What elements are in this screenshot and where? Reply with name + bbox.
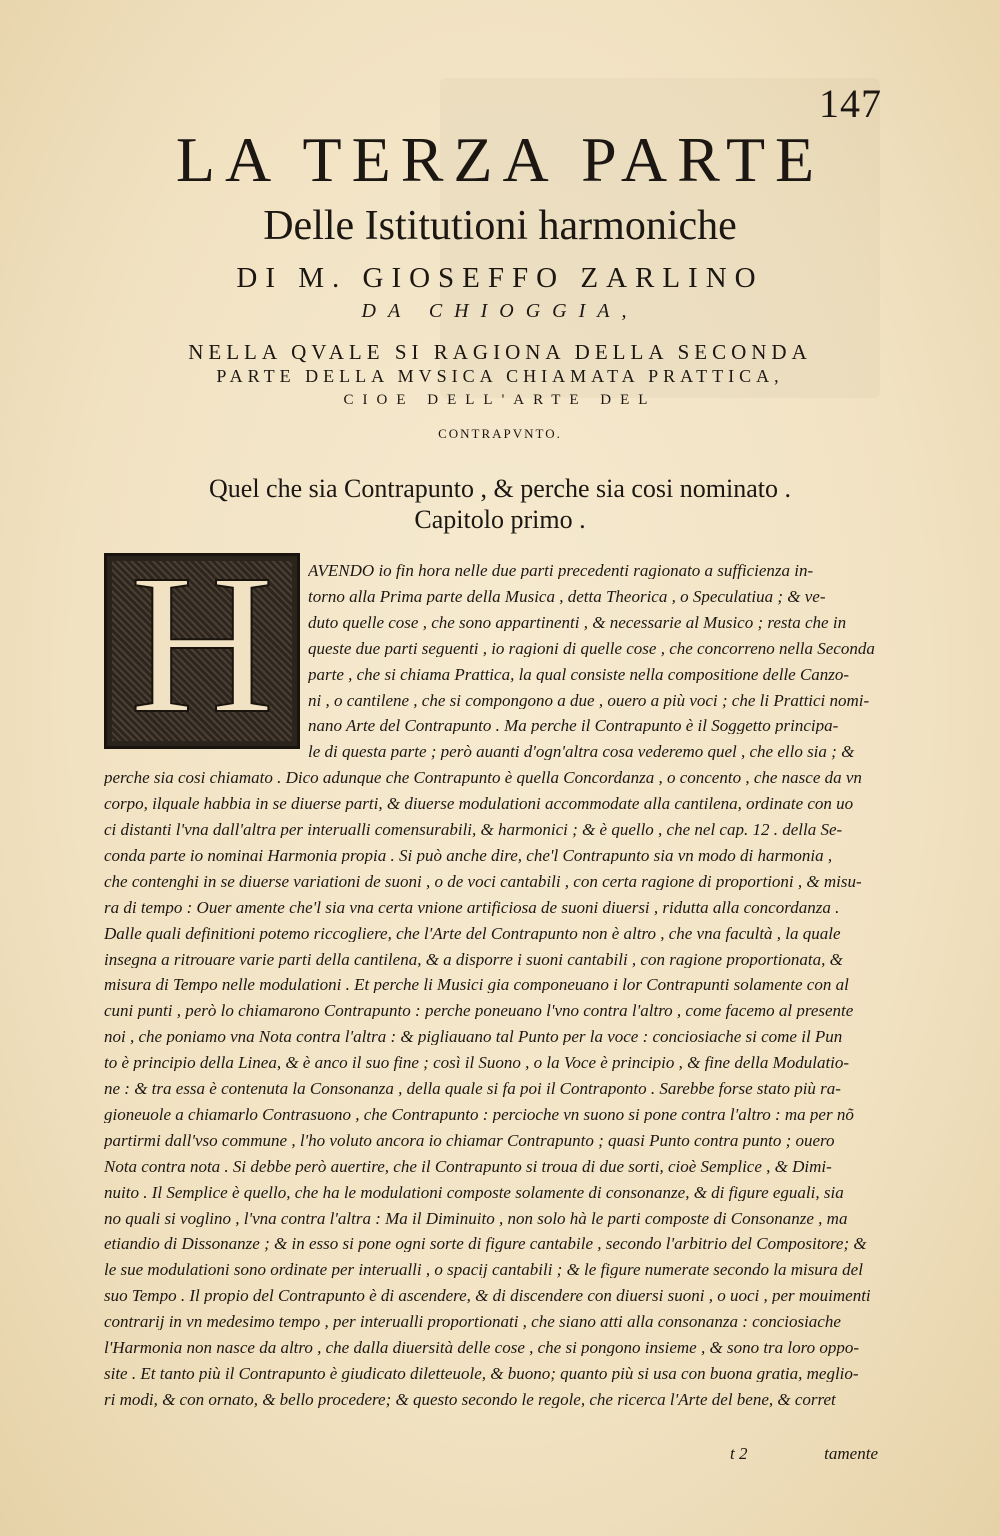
signature-mark: t 2 [730,1444,748,1463]
body-line: misura di Tempo nelle modulationi . Et perche li Musici gia componeuano i lor Contrapunti solamente con al [104,976,849,994]
body-line: parte , che si chiama Prattica, la qual consiste nella compositione delle Canzo- [308,665,850,683]
heading-line-3: CIOE DELL'ARTE DEL [343,392,657,408]
body-line: perche sia cosi chiamato . Dico adunque che Contrapunto è quella Concordanza , o concento , che nasce da vn [104,769,862,787]
body-line: nuito . Il Semplice è quello, che ha le modulationi composte solamente di consonanze, & di figure eguali, sia [104,1183,844,1201]
body-line: nano Arte del Contrapunto . Ma perche il Contrapunto è il Soggetto principa- [308,717,839,735]
body-line: ni , o cantilene , che si compongono a due , ouero a più voci ; che li Prattici nomi- [308,691,870,709]
body-line: cuni punti , però lo chiamarono Contrapunto : perche poneuano l'vno contra l'altro , come facemo al presente [104,1002,854,1020]
body-line: Dalle quali definitioni potemo riccogliere, che l'Arte del Contrapunto non è altro , che vna facultà , la quale [104,924,841,942]
work-subtitle: Delle Istitutioni harmoniche [263,203,737,249]
body-line: ci distanti l'vna dall'altra per interualli comensurabili, & harmonici ; & è quello , che nel cap. 12 . della Se- [104,821,843,838]
body-line: conda parte io nominai Harmonia propia . Si può anche dire, che'l Contrapunto sia vn modo di harmonia , [104,846,833,864]
catchword: tamente [824,1444,878,1463]
heading-line-4: CONTRAPVNTO. [438,426,562,441]
body-line: gioneuole a chiamarlo Contrasuono , che Contrapunto : percioche vn suono si pone contra l'altro : ma per nõ [104,1105,854,1123]
body-line: duto quelle cose , che sono appartinenti , & necessarie al Musico ; resta che in [308,613,847,631]
body-line: to è principio della Linea, & è anco il suo fine ; così il Suono , o la Voce è principio , & fine della Modulatio- [104,1054,850,1072]
heading-line-2: PARTE DELLA MVSICA CHIAMATA PRATTICA, [216,366,784,386]
body-line: suo Tempo . Il propio del Contrapunto è di ascendere, & di discendere con diuersi suoni , o uoci , per mouimenti [104,1287,871,1305]
part-title: LA TERZA PARTE [175,124,825,195]
body-line: contrarij in vn medesimo tempo , per interualli proportionati , che siano atti alla consonanza : conciosiache [104,1313,841,1331]
heading-line-1: NELLA QVALE SI RAGIONA DELLA SECONDA [188,340,812,364]
body-line: no quali si voglino , l'vna contra l'altra : Ma il Diminuito , non solo hà le parti composte di Consonanze , ma [104,1209,848,1227]
body-line: queste due parti seguenti , io ragioni di quelle cose , che concorreno nella Seconda [308,639,875,657]
body-line: noi , che poniamo vna Nota contra l'altra : & pigliauano tal Punto per la voce : conciosiache si come il Pun [104,1028,843,1046]
chapter-number: Capitolo primo . [414,505,586,534]
body-line: ri modi, & con ornato, & bello procedere; & questo secondo le regole, che ricerca l'Arte del bene, & corret [104,1390,836,1408]
body-line: le di questa parte ; però auanti d'ogn'altra cosa vederemo quel , che ello sia ; & [308,743,855,761]
body-line: ne : & tra essa è contenuta la Consonanza , della quale si fa poi il Contraponto . Sarebbe forse stato più ra- [104,1080,841,1097]
body-line: che contenghi in se diuerse variationi de suoni , o de voci cantabili , con certa ragione di proportioni , & misu- [104,872,862,890]
decorated-initial [104,534,300,755]
body-line: AVENDO io fin hora nelle due parti precedenti ragionato a sufficienza in- [308,562,814,579]
page-number: 147 [819,81,882,126]
body-line: corpo, ilquale habbia in se diuerse parti, & diuerse modulationi accommodate alla cantilena, ordinate con uo [104,795,854,813]
body-line: insegna a ritrouare varie parti della cantilena, & a disporre i suoni cantabili , con ragione proportionata, & [104,950,843,968]
body-line: l'Harmonia non nasce da altro , che dalla diuersità delle cose , che si pongono insieme , & sono tra loro oppo- [104,1339,860,1356]
body-line: Nota contra nota . Si debbe però auertire, che il Contrapunto si troua di due sorti, cioè Semplice , & Dimi- [104,1157,832,1175]
body-line: le sue modulationi sono ordinate per interualli , o spacij cantabili ; & le figure numerate secondo la misura del [104,1261,863,1279]
body-line: site . Et tanto più il Contrapunto è giudicato diletteuole, & buono; quanto più si usa con buona gratia, meglio- [104,1364,859,1382]
body-line: torno alla Prima parte della Musica , detta Theorica , o Speculatiua ; & ve- [308,587,826,605]
body-line: ra di tempo : Ouer amente che'l sia vna certa vnione artificiosa de suoni diuersi , ridutta alla concordanza . [104,898,840,916]
author-line: DI M. GIOSEFFO ZARLINO [236,262,764,294]
chapter-title: Quel che sia Contrapunto , & perche sia cosi nominato . [209,474,791,503]
origin-line: DA CHIOGGIA, [361,300,639,322]
body-line: etiandio di Dissonanze ; & in esso si pone ogni sorte di figure cantabile , secondo l'arbitrio del Compositore; & [104,1235,867,1253]
initial-letter: H [129,534,275,755]
body-line: partirmi dall'vso commune , l'ho voluto ancora io chiamar Contrapunto ; quasi Punto contra punto ; ouero [104,1131,835,1149]
